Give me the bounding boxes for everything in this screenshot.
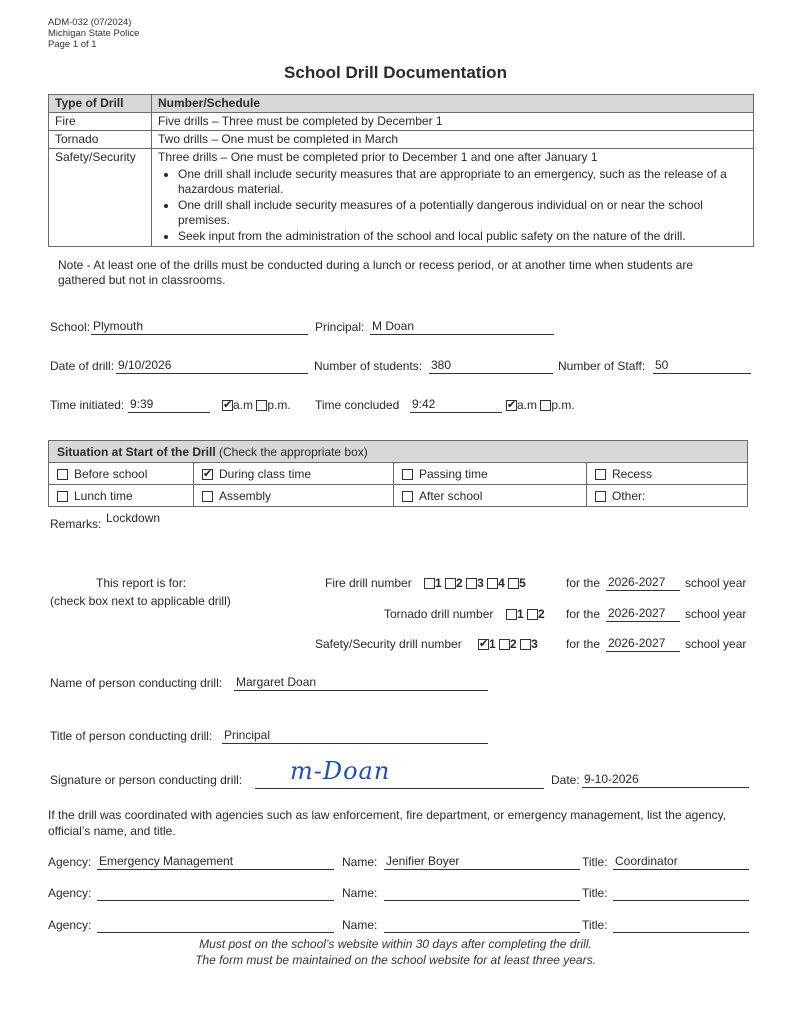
number-label: 3 — [477, 576, 484, 590]
situation-header-bold: Situation at Start of the Drill — [57, 444, 216, 459]
table-row — [49, 485, 748, 507]
am-label: a.m — [517, 398, 538, 412]
fire-drill-1-checkbox[interactable] — [424, 578, 435, 589]
agency-field-1[interactable]: Emergency Management — [97, 853, 334, 870]
school-year-label: school year — [685, 607, 747, 621]
security-schedule: Three drills – One must be completed prior to December 1 and one after January 1 — [158, 150, 598, 164]
footer-posting-requirement: Must post on the school’s website within 30 days after completing the drill. — [199, 937, 592, 951]
time-initiated-am-checkbox[interactable] — [222, 400, 233, 411]
option-label: During class time — [219, 466, 312, 481]
requirements-header-row — [49, 95, 754, 113]
principal-label: Principal: — [315, 320, 365, 334]
name-label: Name: — [342, 918, 378, 932]
time-concluded-field[interactable]: 9:42 — [410, 396, 502, 413]
lunch-recess-note: Note - At least one of the drills must be conducted during a lunch or recess period, or at another time when students are gathered but not in classrooms. — [58, 258, 694, 287]
time-concluded-ampm — [506, 398, 575, 412]
fire-schedule: Five drills – Three must be completed by December 1 — [152, 113, 754, 131]
title-label: Title: — [582, 886, 608, 900]
official-name-field-3[interactable] — [384, 916, 580, 933]
security-drill-1-checkbox[interactable] — [478, 639, 489, 650]
option-recess[interactable] — [587, 463, 748, 485]
option-before-school[interactable] — [49, 463, 194, 485]
date-of-drill-field[interactable]: 9/10/2026 — [116, 357, 308, 374]
security-drill-number-label: Safety/Security drill number — [315, 637, 462, 651]
fire-drill-number-label: Fire drill number — [325, 576, 412, 590]
page-title: School Drill Documentation — [284, 63, 507, 82]
number-label: 1 — [435, 576, 442, 590]
requirements-table — [48, 94, 754, 247]
conductor-name-field[interactable]: Margaret Doan — [234, 674, 488, 691]
option-lunch-time[interactable] — [49, 485, 194, 507]
option-label: Before school — [74, 466, 148, 481]
option-passing-time[interactable] — [394, 463, 587, 485]
number-label: 4 — [498, 576, 505, 590]
security-school-year-field[interactable]: 2026-2027 — [606, 635, 680, 652]
checkbox[interactable] — [402, 469, 413, 480]
number-label: 2 — [456, 576, 463, 590]
num-staff-label: Number of Staff: — [558, 359, 646, 373]
am-label: a.m — [233, 398, 254, 412]
agency-name: Michigan State Police — [48, 28, 140, 39]
situation-header-row — [49, 441, 748, 463]
situation-table — [48, 440, 748, 507]
signature-handwriting: m-Doan — [290, 757, 391, 785]
official-name-field-2[interactable] — [384, 884, 580, 901]
option-assembly[interactable] — [194, 485, 394, 507]
table-row — [49, 463, 748, 485]
security-drill-checkboxes — [478, 637, 538, 651]
checkbox[interactable] — [202, 491, 213, 502]
option-label: Recess — [612, 466, 653, 481]
col-schedule-header: Number/Schedule — [152, 95, 754, 113]
number-label: 3 — [531, 637, 538, 651]
name-label: Name: — [342, 855, 378, 869]
time-initiated-pm-checkbox[interactable] — [256, 400, 267, 411]
school-year-label: school year — [685, 637, 747, 651]
situation-header-note: (Check the appropriate box) — [219, 444, 368, 459]
agency-label: Agency: — [48, 918, 92, 932]
option-during-class[interactable] — [194, 463, 394, 485]
time-initiated-label: Time initiated: — [50, 398, 125, 412]
list-item: • One drill shall include security measures of a potentially dangerous individual on or near the school premises. — [178, 198, 747, 228]
security-drill-2-checkbox[interactable] — [499, 639, 510, 650]
option-label: Passing time — [419, 466, 488, 481]
security-type: Safety/Security — [49, 149, 152, 247]
table-row — [49, 131, 754, 149]
school-year-label: school year — [685, 576, 747, 590]
tornado-drill-number-label: Tornado drill number — [384, 607, 494, 621]
option-after-school[interactable] — [394, 485, 587, 507]
for-the-label: for the — [566, 607, 601, 621]
name-label: Name: — [342, 886, 378, 900]
official-name-field-1[interactable]: Jenifier Boyer — [384, 853, 580, 870]
checkbox[interactable] — [595, 491, 606, 502]
option-other[interactable] — [587, 485, 748, 507]
sign-date-field[interactable]: 9-10-2026 — [582, 771, 749, 788]
fire-school-year-field[interactable]: 2026-2027 — [606, 574, 680, 591]
time-concluded-am-checkbox[interactable] — [506, 400, 517, 411]
fire-drill-2-checkbox[interactable] — [445, 578, 456, 589]
situation-header — [49, 441, 748, 463]
title-label: Title: — [582, 918, 608, 932]
title-label: Title: — [582, 855, 608, 869]
list-item: • Seek input from the administration of the school and local public safety on the nature of the drill. — [178, 229, 747, 244]
for-the-label: for the — [566, 576, 601, 590]
num-students-field[interactable]: 380 — [429, 357, 553, 374]
table-row — [49, 149, 754, 247]
principal-field[interactable]: M Doan — [370, 318, 554, 335]
time-concluded-pm-checkbox[interactable] — [540, 400, 551, 411]
tornado-drill-checkboxes — [506, 607, 545, 621]
list-item: • One drill shall include security measures that are appropriate to an emergency, such as the release of a hazardous material. — [178, 167, 747, 197]
date-of-drill-label: Date of drill: — [50, 359, 115, 373]
agency-field-2[interactable] — [97, 884, 334, 901]
sign-date-label: Date: — [551, 773, 580, 787]
form-id: ADM-032 (07/2024) — [48, 17, 132, 28]
security-schedule-cell — [152, 149, 754, 247]
security-bullets — [158, 167, 747, 244]
conductor-name-label: Name of person conducting drill: — [50, 676, 223, 690]
pm-label: p.m. — [551, 398, 575, 412]
time-initiated-ampm — [222, 398, 291, 412]
number-label: 2 — [538, 607, 545, 621]
time-initiated-field[interactable]: 9:39 — [128, 396, 210, 413]
school-label: School: — [50, 320, 91, 334]
number-label: 5 — [519, 576, 526, 590]
checkbox[interactable] — [402, 491, 413, 502]
official-title-field-2[interactable] — [613, 884, 749, 901]
report-for-hint: (check box next to applicable drill) — [50, 594, 231, 608]
agency-field-3[interactable] — [97, 916, 334, 933]
fire-type: Fire — [49, 113, 152, 131]
conductor-title-label: Title of person conducting drill: — [50, 729, 213, 743]
remarks-label: Remarks: — [50, 517, 102, 531]
fire-drill-5-checkbox[interactable] — [508, 578, 519, 589]
pm-label: p.m. — [267, 398, 291, 412]
report-for-label: This report is for: — [96, 576, 187, 590]
num-staff-field[interactable]: 50 — [653, 357, 751, 374]
checkbox[interactable] — [595, 469, 606, 480]
school-field[interactable]: Plymouth — [91, 318, 308, 335]
page-number: Page 1 of 1 — [48, 39, 97, 50]
for-the-label: for the — [566, 637, 601, 651]
checkbox[interactable] — [57, 491, 68, 502]
col-type-header: Type of Drill — [49, 95, 152, 113]
signature-label: Signature or person conducting drill: — [50, 773, 243, 787]
tornado-drill-2-checkbox[interactable] — [527, 609, 538, 620]
option-label: After school — [419, 488, 483, 503]
coordination-instructions: If the drill was coordinated with agencies such as law enforcement, fire department, or emergency management, list the agency, official’s name, and title. — [48, 808, 727, 838]
fire-drill-4-checkbox[interactable] — [487, 578, 498, 589]
option-label: Other: — [612, 488, 646, 503]
security-drill-3-checkbox[interactable] — [520, 639, 531, 650]
fire-drill-3-checkbox[interactable] — [466, 578, 477, 589]
number-label: 1 — [489, 637, 496, 651]
option-label: Lunch time — [74, 488, 133, 503]
number-label: 1 — [517, 607, 524, 621]
table-row — [49, 113, 754, 131]
agency-label: Agency: — [48, 886, 92, 900]
option-label: Assembly — [219, 488, 272, 503]
tornado-school-year-field[interactable]: 2026-2027 — [606, 605, 680, 622]
remarks-field[interactable]: Lockdown — [106, 511, 161, 525]
checkbox[interactable] — [202, 469, 213, 480]
tornado-schedule: Two drills – One must be completed in March — [152, 131, 754, 149]
num-students-label: Number of students: — [314, 359, 423, 373]
agency-label: Agency: — [48, 855, 92, 869]
official-title-field-3[interactable] — [613, 916, 749, 933]
number-label: 2 — [510, 637, 517, 651]
time-concluded-label: Time concluded — [315, 398, 400, 412]
fire-drill-checkboxes — [424, 576, 526, 590]
footer-retention-requirement: The form must be maintained on the school website for at least three years. — [195, 953, 596, 967]
tornado-type: Tornado — [49, 131, 152, 149]
checkbox[interactable] — [57, 469, 68, 480]
official-title-field-1[interactable]: Coordinator — [613, 853, 749, 870]
conductor-title-field[interactable]: Principal — [222, 727, 488, 744]
tornado-drill-1-checkbox[interactable] — [506, 609, 517, 620]
